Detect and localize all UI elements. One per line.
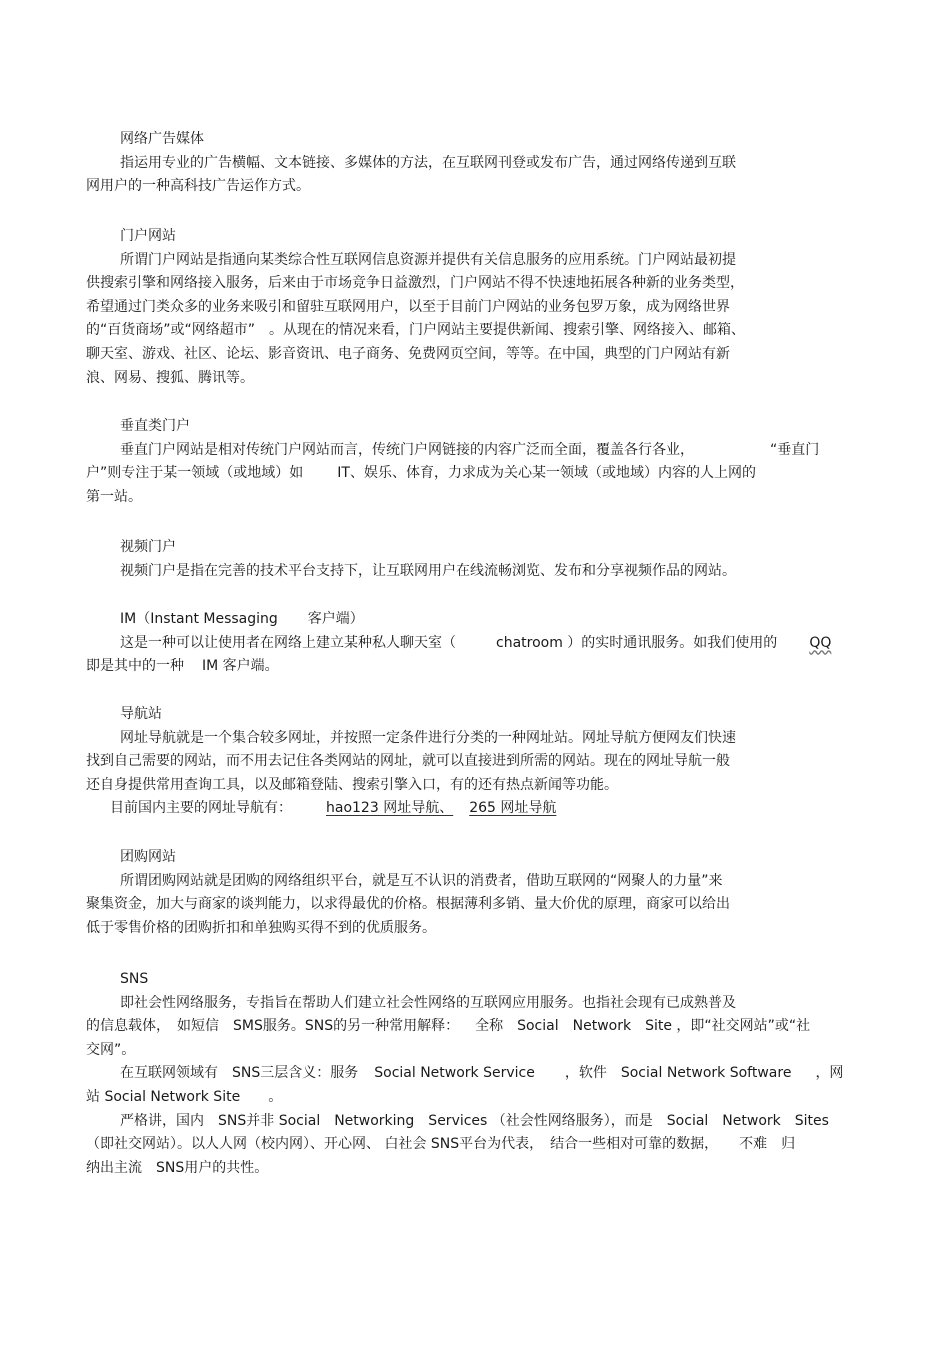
paragraph-line: 所谓团购网站就是团购的网络组织平台，就是互不认识的消费者，借助互联网的“网聚人的力量”来: [120, 872, 723, 889]
section-video-portal: [86, 536, 876, 583]
paragraph-line: [86, 632, 876, 656]
paragraph-line: 网用户的一种高科技广告运作方式。: [86, 178, 310, 195]
section-heading: 团购网站: [120, 849, 176, 865]
text-span: IM（Instant Messaging: [120, 611, 278, 627]
paragraph-line: 聚集资金，加大与商家的谈判能力，以求得最优的价格。根据薄利多销、量大价优的原理，商家可以给出: [86, 896, 730, 913]
paragraph-line: [86, 462, 876, 486]
paragraph-line: 站 Social Network Site 。: [86, 1088, 283, 1105]
link-hao123[interactable]: hao123 网址导航、: [326, 800, 454, 817]
paragraph-line: 低于零售价格的团购折扣和单独购买得不到的优质服务。: [86, 919, 436, 936]
section-heading: 垂直类门户: [120, 418, 190, 434]
paragraph-line: 交网”。: [86, 1041, 136, 1058]
paragraph-line: 希望通过门类众多的业务来吸引和留驻互联网用户，以至于目前门户网站的业务包罗万象，成为网络世界: [86, 298, 730, 315]
text-span: QQ: [809, 634, 832, 651]
text-span: 这是一种可以让使用者在网络上建立某种私人聊天室（: [120, 634, 456, 651]
section-heading: 门户网站: [120, 228, 176, 244]
text-span: 客户端）: [307, 611, 364, 627]
paragraph-line: 网址导航就是一个集合较多网址，并按照一定条件进行分类的一种网址站。网址导航方便网友们快速: [120, 729, 736, 746]
paragraph-line: 的“百货商场”或“网络超市” 。从现在的情况来看，门户网站主要提供新闻、搜索引擎、网络接入、邮箱、: [86, 322, 746, 339]
text-span: 即是其中的一种: [86, 658, 184, 675]
paragraph-line: 找到自己需要的网站，而不用去记住各类网站的网址，就可以直接进到所需的网站。现在的网址导航一般: [86, 753, 730, 770]
section-ad-media: [86, 128, 876, 199]
text-span: ，网: [815, 1065, 844, 1082]
section-portal: [86, 225, 876, 390]
paragraph-line: 所谓门户网站是指通向某类综合性互联网信息资源并提供有关信息服务的应用系统。门户网站最初提: [120, 251, 736, 268]
paragraph-line: [86, 1062, 876, 1086]
text-span: 在互联网领域有 SNS三层含义：服务: [120, 1065, 359, 1082]
text-span: 目前国内主要的网址导航有：: [110, 800, 292, 817]
section-nav-site: [86, 703, 876, 821]
paragraph-line: 供搜索引擎和网络接入服务，后来由于市场竞争日益激烈，门户网站不得不快速地拓展各种新的业务类型，: [86, 275, 744, 292]
text-span: 的信息载体， 如短信 SMS服务。SNS的另一种常用解释：: [86, 1018, 460, 1035]
text-span: chatroom ）的实时通讯服务。如我们使用的: [496, 634, 778, 651]
paragraph-line: 严格讲，国内 SNS并非 Social Networking Services （社会性网络服务），而是 Social Network Sites: [120, 1112, 829, 1129]
section-heading: 网络广告媒体: [120, 131, 204, 147]
text-span: ，软件 Social Network Software: [564, 1065, 792, 1082]
paragraph-line: [86, 655, 876, 679]
paragraph-line: 纳出主流 SNS用户的共性。: [86, 1159, 269, 1176]
paragraph-line: 第一站。: [86, 488, 142, 505]
paragraph-line: 即社会性网络服务，专指旨在帮助人们建立社会性网络的互联网应用服务。也指社会现有已成熟普及: [120, 994, 736, 1011]
text-span: “垂直门: [770, 441, 820, 458]
paragraph-line: 聊天室、游戏、社区、论坛、影音资讯、电子商务、免费网页空间，等等。在中国，典型的门户网站有新: [86, 345, 730, 362]
section-group-buying: [86, 846, 876, 940]
text-span: Social Network Service: [374, 1065, 535, 1082]
section-heading: 导航站: [120, 706, 162, 722]
paragraph-line: [86, 797, 876, 821]
section-vertical-portal: [86, 415, 876, 509]
paragraph-line: 浪、网易、搜狐、腾讯等。: [86, 369, 254, 386]
section-heading: SNS: [120, 971, 149, 987]
paragraph-line: （即社交网站）。以人人网（校内网）、开心网、 白社会 SNS平台为代表， 结合一些相对可靠的数据， 不难 归: [86, 1136, 796, 1153]
section-im: [86, 608, 876, 679]
link-265[interactable]: 265 网址导航: [469, 800, 557, 817]
section-sns: [86, 968, 876, 1180]
text-span: IM 客户端。: [202, 658, 279, 675]
paragraph-line: [86, 1015, 876, 1039]
text-span: IT、娱乐、体育，力求成为关心某一领域（或地域）内容的人上网的: [337, 465, 756, 482]
paragraph-line: 视频门户是指在完善的技术平台支持下，让互联网用户在线流畅浏览、发布和分享视频作品的网站。: [120, 562, 736, 579]
paragraph-line: [86, 439, 876, 463]
text-span: 户”则专注于某一领域（或地域）如: [86, 465, 304, 482]
text-span: 垂直门户网站是相对传统门户网站而言，传统门户网链接的内容广泛而全面，覆盖各行各业，: [120, 441, 694, 458]
section-heading: [120, 608, 876, 632]
text-span: 全称 Social Network Site ，即“社交网站”或“社: [475, 1018, 811, 1035]
section-heading: 视频门户: [120, 539, 176, 555]
paragraph-line: 指运用专业的广告横幅、文本链接、多媒体的方法，在互联网刊登或发布广告，通过网络传递到互联: [120, 154, 736, 171]
paragraph-line: 还自身提供常用查询工具，以及邮箱登陆、搜索引擎入口，有的还有热点新闻等功能。: [86, 776, 618, 793]
